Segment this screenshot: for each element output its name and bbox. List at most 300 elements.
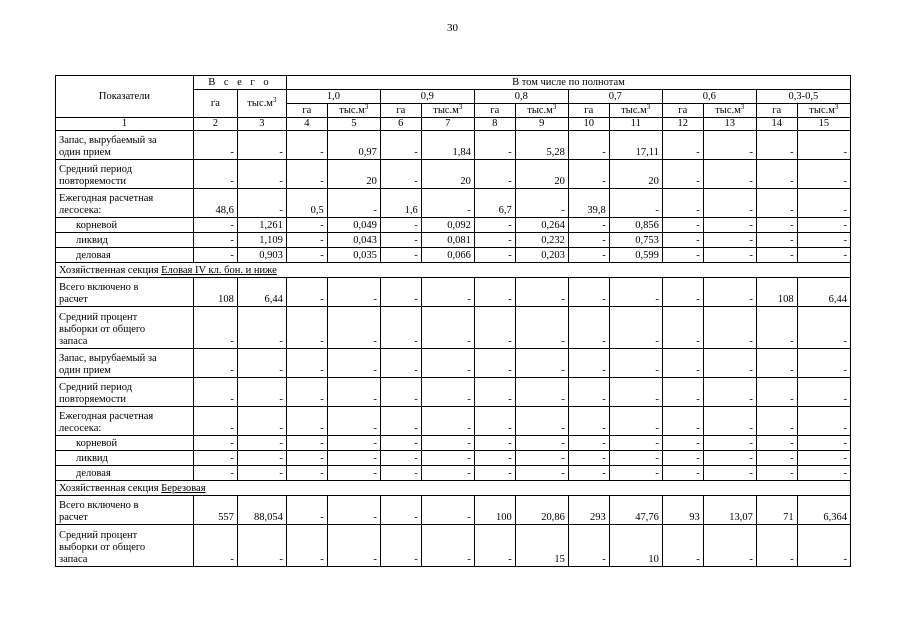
column-number: 8 bbox=[474, 118, 515, 131]
table-cell: - bbox=[568, 233, 609, 248]
table-cell: 0,753 bbox=[609, 233, 662, 248]
table-cell: - bbox=[380, 436, 421, 451]
table-cell: 0,599 bbox=[609, 248, 662, 263]
table-cell: 20 bbox=[515, 160, 568, 189]
table-row bbox=[56, 451, 851, 466]
table-cell: - bbox=[662, 349, 703, 378]
header-unit-ha: га bbox=[662, 104, 703, 118]
row-label-line: один прием bbox=[59, 147, 111, 158]
table-cell: - bbox=[703, 451, 756, 466]
table-cell: - bbox=[327, 436, 380, 451]
table-cell: - bbox=[237, 131, 286, 160]
table-cell: - bbox=[237, 378, 286, 407]
table-cell: - bbox=[703, 349, 756, 378]
table-cell: - bbox=[286, 307, 327, 349]
table-cell: 20 bbox=[609, 160, 662, 189]
table-cell: - bbox=[568, 525, 609, 567]
table-cell: 1,6 bbox=[380, 189, 421, 218]
table-cell: - bbox=[703, 407, 756, 436]
table-cell: - bbox=[797, 466, 850, 481]
header-total: В с е г о bbox=[193, 76, 286, 90]
row-label bbox=[56, 218, 194, 233]
table-cell: - bbox=[193, 378, 237, 407]
table-cell: 293 bbox=[568, 496, 609, 525]
table-cell: - bbox=[237, 307, 286, 349]
table-cell: - bbox=[703, 131, 756, 160]
table-cell: - bbox=[756, 189, 797, 218]
row-label-line: лесосека: bbox=[59, 423, 102, 434]
row-label bbox=[56, 160, 194, 189]
table-cell: - bbox=[797, 451, 850, 466]
table-cell: 108 bbox=[756, 278, 797, 307]
table-cell: - bbox=[474, 525, 515, 567]
table-cell: - bbox=[568, 248, 609, 263]
table-cell: - bbox=[703, 307, 756, 349]
table-cell: - bbox=[756, 466, 797, 481]
table-cell: - bbox=[609, 466, 662, 481]
row-label-line: корневой bbox=[76, 438, 118, 449]
row-label bbox=[56, 496, 194, 525]
table-cell: - bbox=[421, 307, 474, 349]
row-label-line: Средний период bbox=[59, 382, 133, 393]
header-unit-volume: $тыс.м^3$ bbox=[515, 104, 568, 118]
row-label-line: повторяемости bbox=[59, 394, 127, 405]
row-label bbox=[56, 233, 194, 248]
column-number: 10 bbox=[568, 118, 609, 131]
table-cell: - bbox=[421, 451, 474, 466]
table-cell: 6,44 bbox=[237, 278, 286, 307]
table-cell: 0,203 bbox=[515, 248, 568, 263]
header-ha: га bbox=[193, 90, 237, 118]
table-cell: - bbox=[380, 307, 421, 349]
table-cell: 13,07 bbox=[703, 496, 756, 525]
table-cell: - bbox=[797, 248, 850, 263]
table-cell: - bbox=[756, 349, 797, 378]
table-cell: - bbox=[662, 307, 703, 349]
column-number: 13 bbox=[703, 118, 756, 131]
table-cell: - bbox=[756, 233, 797, 248]
header-unit-volume: $тыс.м^3$ bbox=[703, 104, 756, 118]
header-unit-ha: га bbox=[474, 104, 515, 118]
table-cell: - bbox=[474, 278, 515, 307]
column-number: 6 bbox=[380, 118, 421, 131]
table-cell: - bbox=[609, 407, 662, 436]
table-cell: - bbox=[515, 407, 568, 436]
table-cell: 0,5 bbox=[286, 189, 327, 218]
table-cell: - bbox=[797, 233, 850, 248]
table-cell: - bbox=[380, 378, 421, 407]
row-label-line: расчет bbox=[59, 512, 88, 523]
row-label bbox=[56, 248, 194, 263]
table-cell: - bbox=[421, 525, 474, 567]
table-cell: - bbox=[797, 131, 850, 160]
table-cell: - bbox=[474, 349, 515, 378]
table-cell: - bbox=[609, 307, 662, 349]
table-cell: - bbox=[568, 278, 609, 307]
table-cell: - bbox=[380, 218, 421, 233]
table-cell: - bbox=[327, 278, 380, 307]
table-cell: - bbox=[421, 189, 474, 218]
row-label-line: Запас, вырубаемый за bbox=[59, 353, 157, 364]
header-unit-volume: $тыс.м^3$ bbox=[797, 104, 850, 118]
table-cell: - bbox=[703, 436, 756, 451]
table-cell: 20 bbox=[327, 160, 380, 189]
row-label-line: ликвид bbox=[76, 235, 108, 246]
column-number: 5 bbox=[327, 118, 380, 131]
table-row bbox=[56, 248, 851, 263]
table-cell: 0,232 bbox=[515, 233, 568, 248]
table-cell: - bbox=[703, 218, 756, 233]
table-cell: - bbox=[515, 349, 568, 378]
table-cell: - bbox=[756, 451, 797, 466]
table-cell: - bbox=[193, 407, 237, 436]
table-cell: - bbox=[237, 407, 286, 436]
table-cell: - bbox=[193, 233, 237, 248]
table-cell: - bbox=[797, 378, 850, 407]
table-cell: - bbox=[474, 407, 515, 436]
column-number: 9 bbox=[515, 118, 568, 131]
table-cell: - bbox=[380, 466, 421, 481]
table-row bbox=[56, 349, 851, 378]
table-row bbox=[56, 436, 851, 451]
table-cell: - bbox=[286, 233, 327, 248]
table-cell: - bbox=[380, 233, 421, 248]
row-label bbox=[56, 349, 194, 378]
table-cell: - bbox=[568, 131, 609, 160]
table-cell: - bbox=[797, 349, 850, 378]
table-cell: - bbox=[568, 349, 609, 378]
table-cell: - bbox=[237, 189, 286, 218]
table-cell: - bbox=[380, 248, 421, 263]
table-cell: - bbox=[286, 349, 327, 378]
table-cell: - bbox=[703, 378, 756, 407]
table-cell: - bbox=[327, 451, 380, 466]
table-cell: - bbox=[797, 436, 850, 451]
table-cell: - bbox=[421, 407, 474, 436]
table-cell: 88,054 bbox=[237, 496, 286, 525]
table-cell: - bbox=[797, 307, 850, 349]
row-label-line: ликвид bbox=[76, 453, 108, 464]
table-cell: - bbox=[662, 248, 703, 263]
table-cell: - bbox=[237, 466, 286, 481]
table-cell: - bbox=[380, 349, 421, 378]
table-cell: - bbox=[327, 407, 380, 436]
table-cell: 71 bbox=[756, 496, 797, 525]
table-cell: - bbox=[662, 189, 703, 218]
row-label-line: деловая bbox=[76, 468, 111, 479]
table-cell: - bbox=[380, 278, 421, 307]
table-cell: - bbox=[237, 349, 286, 378]
header-unit-ha: га bbox=[286, 104, 327, 118]
table-cell: - bbox=[703, 278, 756, 307]
header-density: 0,3-0,5 bbox=[756, 90, 850, 104]
table-cell: - bbox=[703, 525, 756, 567]
table-cell: - bbox=[327, 189, 380, 218]
column-number: 11 bbox=[609, 118, 662, 131]
row-label-line: лесосека: bbox=[59, 205, 102, 216]
column-number: 12 bbox=[662, 118, 703, 131]
table-cell: - bbox=[380, 525, 421, 567]
column-number: 15 bbox=[797, 118, 850, 131]
table-cell: 6,44 bbox=[797, 278, 850, 307]
table-cell: - bbox=[756, 218, 797, 233]
table-cell: - bbox=[515, 378, 568, 407]
table-cell: 0,035 bbox=[327, 248, 380, 263]
header-density: 0,9 bbox=[380, 90, 474, 104]
header-unit-ha: га bbox=[380, 104, 421, 118]
section-title bbox=[56, 481, 851, 496]
row-label bbox=[56, 189, 194, 218]
table-cell: - bbox=[797, 189, 850, 218]
table-cell: - bbox=[286, 436, 327, 451]
table-row bbox=[56, 307, 851, 349]
table-cell: - bbox=[568, 451, 609, 466]
table-cell: - bbox=[474, 451, 515, 466]
row-label-line: повторяемости bbox=[59, 176, 127, 187]
row-label-line: Средний период bbox=[59, 164, 133, 175]
table-cell: 17,11 bbox=[609, 131, 662, 160]
table-cell: - bbox=[756, 407, 797, 436]
table-cell: - bbox=[237, 451, 286, 466]
table-body bbox=[56, 131, 851, 567]
table-cell: - bbox=[193, 436, 237, 451]
row-label-line: Всего включено в bbox=[59, 500, 139, 511]
header-volume: $тыс.м^3$ bbox=[237, 90, 286, 118]
table-cell: - bbox=[193, 131, 237, 160]
table-cell: - bbox=[515, 436, 568, 451]
table-cell: - bbox=[327, 525, 380, 567]
row-label bbox=[56, 307, 194, 349]
table-cell: - bbox=[662, 436, 703, 451]
table-cell: 0,264 bbox=[515, 218, 568, 233]
row-label bbox=[56, 407, 194, 436]
table-cell: - bbox=[568, 218, 609, 233]
section-prefix: Хозяйственная секция bbox=[59, 265, 162, 276]
table-cell: - bbox=[756, 436, 797, 451]
table-cell: - bbox=[662, 407, 703, 436]
row-label-line: выборки от общего bbox=[59, 324, 146, 335]
row-label-line: деловая bbox=[76, 250, 111, 261]
header-unit-ha: га bbox=[568, 104, 609, 118]
table-cell: - bbox=[515, 307, 568, 349]
table-row bbox=[56, 131, 851, 160]
table-cell: 48,6 bbox=[193, 189, 237, 218]
table-cell: - bbox=[568, 160, 609, 189]
header-unit-volume: $тыс.м^3$ bbox=[421, 104, 474, 118]
table-cell: - bbox=[421, 378, 474, 407]
table-cell: - bbox=[662, 160, 703, 189]
table-cell: 0,049 bbox=[327, 218, 380, 233]
table-cell: - bbox=[515, 278, 568, 307]
header-unit-volume: $тыс.м^3$ bbox=[327, 104, 380, 118]
header-unit-ha: га bbox=[756, 104, 797, 118]
table-cell: 100 bbox=[474, 496, 515, 525]
table-cell: - bbox=[380, 160, 421, 189]
table-cell: - bbox=[193, 218, 237, 233]
table-cell: 108 bbox=[193, 278, 237, 307]
table-cell: - bbox=[327, 466, 380, 481]
table-cell: - bbox=[421, 466, 474, 481]
table-cell: - bbox=[474, 436, 515, 451]
table-cell: - bbox=[474, 233, 515, 248]
table-cell: - bbox=[380, 451, 421, 466]
row-label-line: запаса bbox=[59, 336, 88, 347]
row-label-line: Ежегодная расчетная bbox=[59, 411, 154, 422]
row-label bbox=[56, 436, 194, 451]
table-row bbox=[56, 407, 851, 436]
table-cell: 6,7 bbox=[474, 189, 515, 218]
table-row bbox=[56, 278, 851, 307]
column-number: 7 bbox=[421, 118, 474, 131]
table-cell: - bbox=[662, 131, 703, 160]
table-cell: - bbox=[703, 466, 756, 481]
row-label-line: Средний процент bbox=[59, 312, 138, 323]
table-cell: - bbox=[609, 349, 662, 378]
table-cell: - bbox=[568, 466, 609, 481]
table-cell: 47,76 bbox=[609, 496, 662, 525]
table-cell: 6,364 bbox=[797, 496, 850, 525]
table-cell: - bbox=[662, 278, 703, 307]
header-unit-volume: $тыс.м^3$ bbox=[609, 104, 662, 118]
table-cell: - bbox=[237, 160, 286, 189]
column-number: 14 bbox=[756, 118, 797, 131]
table-cell: - bbox=[568, 307, 609, 349]
table-cell: - bbox=[515, 189, 568, 218]
table-cell: - bbox=[568, 378, 609, 407]
table-cell: - bbox=[703, 248, 756, 263]
header-indicators: Показатели bbox=[56, 76, 194, 118]
header-density: 1,0 bbox=[286, 90, 380, 104]
table-cell: 0,97 bbox=[327, 131, 380, 160]
table-cell: - bbox=[568, 436, 609, 451]
cutting-table bbox=[55, 75, 851, 567]
table-cell: - bbox=[193, 160, 237, 189]
table-cell: - bbox=[662, 525, 703, 567]
table-cell: - bbox=[474, 131, 515, 160]
table-cell: - bbox=[327, 349, 380, 378]
table-cell: - bbox=[286, 218, 327, 233]
row-label-line: запаса bbox=[59, 554, 88, 565]
table-cell: - bbox=[474, 160, 515, 189]
table-row bbox=[56, 466, 851, 481]
table-cell: - bbox=[662, 218, 703, 233]
row-label bbox=[56, 131, 194, 160]
header-including: В том числе по полнотам bbox=[286, 76, 850, 90]
table-cell: - bbox=[609, 189, 662, 218]
table-cell: 20 bbox=[421, 160, 474, 189]
column-number: 4 bbox=[286, 118, 327, 131]
section-name: Еловая IV кл. бон. и ниже bbox=[161, 265, 277, 276]
table-cell: - bbox=[756, 378, 797, 407]
table-cell: - bbox=[703, 189, 756, 218]
table-cell: 1,84 bbox=[421, 131, 474, 160]
table-cell: - bbox=[286, 466, 327, 481]
table-cell: - bbox=[286, 496, 327, 525]
table-cell: 15 bbox=[515, 525, 568, 567]
table-cell: - bbox=[421, 349, 474, 378]
table-cell: - bbox=[609, 451, 662, 466]
table-cell: 1,109 bbox=[237, 233, 286, 248]
table-cell: - bbox=[286, 407, 327, 436]
table-cell: 10 bbox=[609, 525, 662, 567]
section-title bbox=[56, 263, 851, 278]
table-cell: - bbox=[703, 233, 756, 248]
table-cell: - bbox=[286, 248, 327, 263]
column-number: 3 bbox=[237, 118, 286, 131]
row-label-line: Всего включено в bbox=[59, 282, 139, 293]
table-row bbox=[56, 218, 851, 233]
row-label-line: корневой bbox=[76, 220, 118, 231]
row-label-line: один прием bbox=[59, 365, 111, 376]
row-label bbox=[56, 466, 194, 481]
table-cell: - bbox=[609, 278, 662, 307]
table-cell: 557 bbox=[193, 496, 237, 525]
row-label-line: Средний процент bbox=[59, 530, 138, 541]
table-cell: - bbox=[797, 407, 850, 436]
table-cell: 1,261 bbox=[237, 218, 286, 233]
table-cell: - bbox=[474, 248, 515, 263]
table-cell: - bbox=[286, 378, 327, 407]
table-cell: - bbox=[193, 466, 237, 481]
table-cell: - bbox=[756, 307, 797, 349]
table-cell: - bbox=[474, 466, 515, 481]
table-cell: - bbox=[421, 496, 474, 525]
table-cell: - bbox=[515, 451, 568, 466]
table-cell: 39,8 bbox=[568, 189, 609, 218]
row-label-line: Ежегодная расчетная bbox=[59, 193, 154, 204]
header-density: 0,7 bbox=[568, 90, 662, 104]
row-label bbox=[56, 278, 194, 307]
table-cell: - bbox=[237, 436, 286, 451]
section-row bbox=[56, 263, 851, 278]
table-cell: 93 bbox=[662, 496, 703, 525]
page-number: 30 bbox=[447, 22, 458, 34]
row-label-line: Запас, вырубаемый за bbox=[59, 135, 157, 146]
row-label bbox=[56, 451, 194, 466]
table-cell: - bbox=[327, 378, 380, 407]
table-cell: - bbox=[286, 451, 327, 466]
table-cell: 0,903 bbox=[237, 248, 286, 263]
table-cell: - bbox=[421, 436, 474, 451]
table-row bbox=[56, 160, 851, 189]
table-cell: - bbox=[237, 525, 286, 567]
table-cell: 0,066 bbox=[421, 248, 474, 263]
section-name: Березовая bbox=[161, 483, 206, 494]
row-label-line: расчет bbox=[59, 294, 88, 305]
table-cell: - bbox=[797, 525, 850, 567]
table-cell: - bbox=[662, 466, 703, 481]
table-row bbox=[56, 233, 851, 248]
table-cell: - bbox=[421, 278, 474, 307]
row-label bbox=[56, 525, 194, 567]
table-cell: - bbox=[756, 525, 797, 567]
table-cell: - bbox=[515, 466, 568, 481]
table-row bbox=[56, 378, 851, 407]
table-cell: - bbox=[286, 525, 327, 567]
table-row bbox=[56, 189, 851, 218]
table-cell: - bbox=[756, 248, 797, 263]
table-cell: - bbox=[193, 248, 237, 263]
table-cell: - bbox=[662, 451, 703, 466]
row-label-line: выборки от общего bbox=[59, 542, 146, 553]
table-header bbox=[56, 76, 851, 131]
table-cell: - bbox=[474, 218, 515, 233]
table-cell: - bbox=[380, 131, 421, 160]
table-cell: - bbox=[609, 436, 662, 451]
row-label bbox=[56, 378, 194, 407]
table-cell: - bbox=[380, 496, 421, 525]
table-cell: - bbox=[286, 160, 327, 189]
